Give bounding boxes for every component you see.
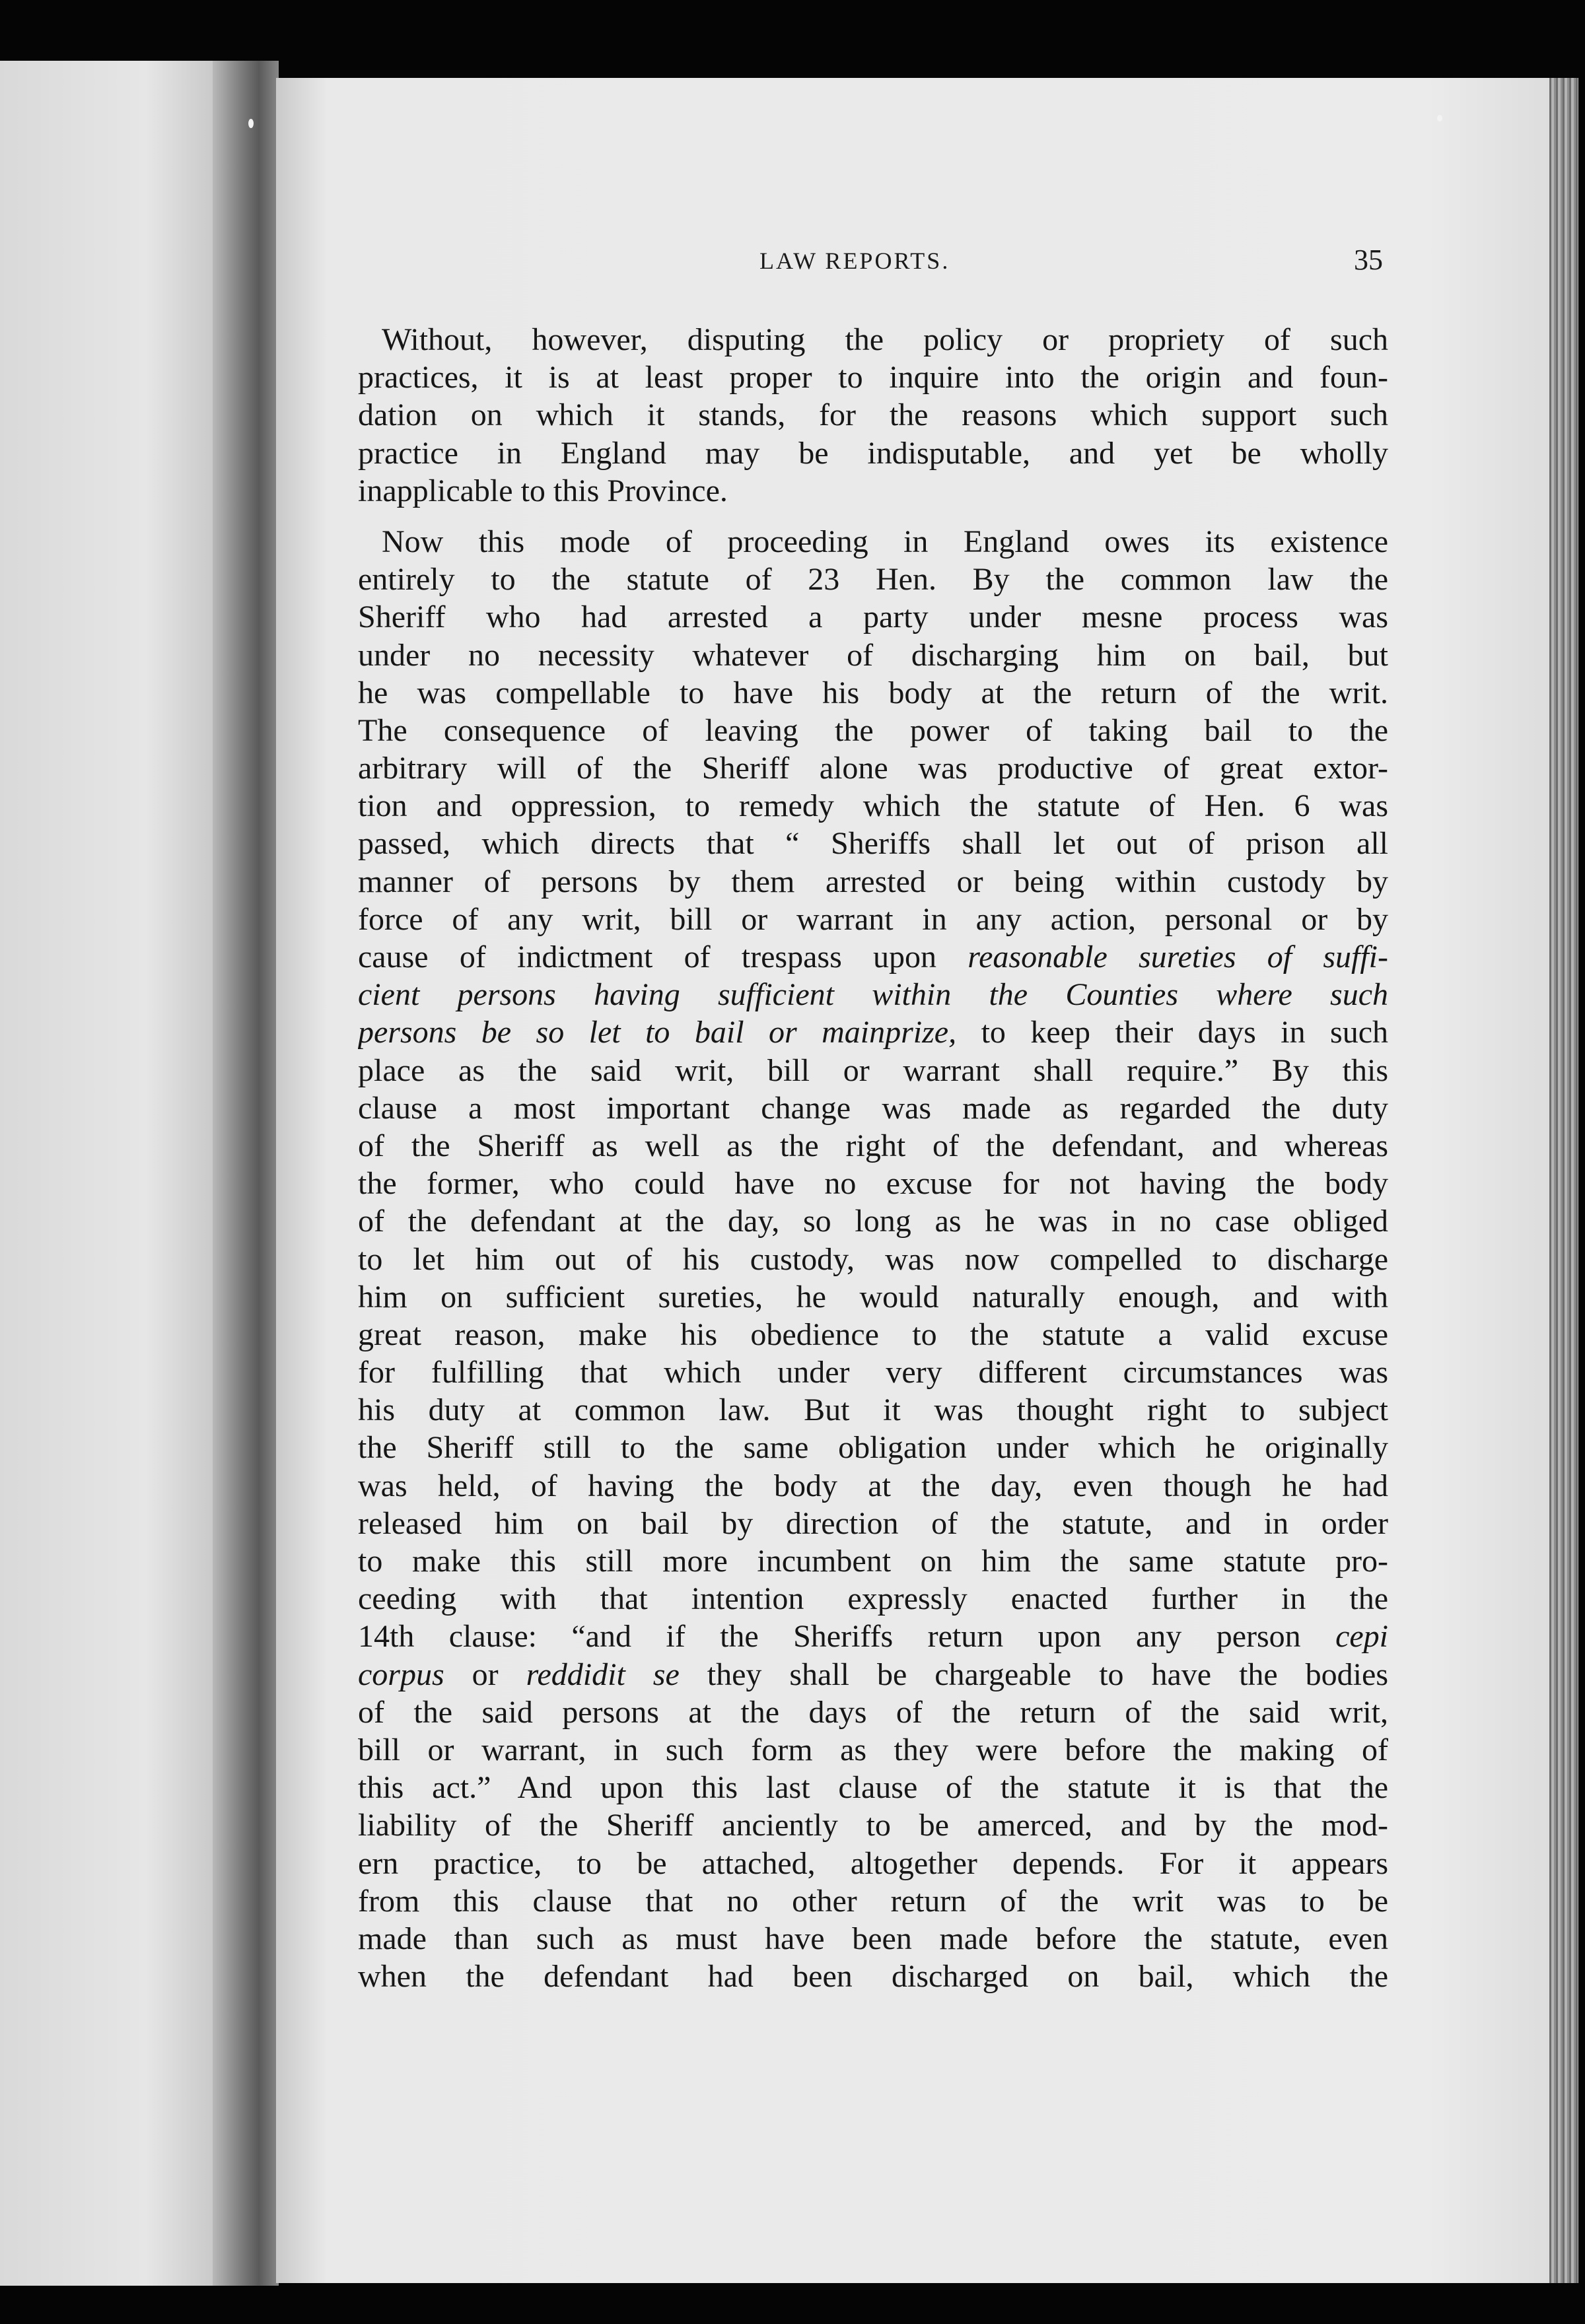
page-edges: [1549, 78, 1578, 2283]
text-line: Without, however, disputing the policy or propriety of such: [382, 322, 1388, 357]
page-number: 35: [1354, 244, 1383, 276]
italic-latin: corpus: [358, 1657, 444, 1692]
text-line: was held, of having the body at the day, even though he had: [358, 1468, 1388, 1503]
text-line: to let him out of his custody, was now compelled to discharge: [358, 1241, 1388, 1277]
text-line: of the defendant at the day, so long as he was in no case obliged: [358, 1204, 1388, 1239]
scan-speck: [1437, 115, 1442, 121]
text-line: the former, who could have no excuse for not having the body: [358, 1166, 1388, 1202]
text-line: made than such as must have been made before the statute, even: [358, 1921, 1388, 1956]
text-line: practices, it is at least proper to inquire into the origin and foun-: [358, 360, 1388, 395]
text-line: [358, 976, 1388, 1013]
text-line: arbitrary will of the Sheriff alone was productive of great extor-: [358, 751, 1388, 786]
text-line: from this clause that no other return of the writ was to be: [358, 1883, 1388, 1919]
text-line: under no necessity whatever of discharging him on bail, but: [358, 637, 1388, 673]
text-line: for fulfilling that which under very different circumstances was: [358, 1355, 1388, 1390]
text-line: place as the said writ, bill or warrant shall require.” By this: [358, 1052, 1388, 1088]
text-line: him on sufficient sureties, he would naturally enough, and with: [358, 1279, 1388, 1315]
text-line: ceeding with that intention expressly enacted further in the: [358, 1581, 1388, 1617]
text-line: to make this still more incumbent on him the same statute pro-: [358, 1544, 1388, 1579]
book-gutter: [213, 61, 279, 2286]
text-line: clause a most important change was made as regarded the duty: [358, 1090, 1388, 1126]
text-line: of the said persons at the days of the return of the said writ,: [358, 1694, 1388, 1730]
text-line: entirely to the statute of 23 Hen. By the common law the: [358, 562, 1388, 598]
italic-quote: reasonable sureties of suffi-: [968, 940, 1388, 974]
body-text: [358, 321, 1388, 1995]
text-line: [358, 1656, 1388, 1693]
text-line: Sheriff who had arrested a party under mesne process was: [358, 599, 1388, 635]
text-line: manner of persons by them arrested or being within custody by: [358, 864, 1388, 899]
line-segment: they shall be chargeable to have the bodies: [707, 1657, 1388, 1692]
line-segment: to keep their days in such: [981, 1015, 1388, 1050]
italic-quote: persons be so let to bail or mainprize,: [358, 1015, 957, 1050]
text-line: he was compellable to have his body at the return of the writ.: [358, 675, 1388, 710]
text-line: great reason, make his obedience to the statute a valid excuse: [358, 1316, 1388, 1352]
text-line: practice in England may be indisputable, and yet be wholly: [358, 435, 1388, 471]
text-line: ern practice, to be attached, altogether depends. For it appears: [358, 1845, 1388, 1881]
scan-speck: [248, 119, 254, 128]
text-line: force of any writ, bill or warrant in any action, personal or by: [358, 901, 1388, 937]
text-line: the Sheriff still to the same obligation under which he originally: [358, 1430, 1388, 1466]
text-line: when the defendant had been discharged on bail, which the: [358, 1959, 1388, 1995]
text-line: liability of the Sheriff anciently to be amerced, and by the mod-: [358, 1808, 1388, 1843]
text-line: dation on which it stands, for the reasons which support such: [358, 397, 1388, 433]
text-line: [358, 1013, 1388, 1051]
text-line: tion and oppression, to remedy which the statute of Hen. 6 was: [358, 788, 1388, 824]
italic-latin: reddidit se: [526, 1657, 680, 1692]
text-line: The consequence of leaving the power of taking bail to the: [358, 712, 1388, 748]
text-line: inapplicable to this Province.: [358, 473, 728, 508]
running-head: LAW REPORTS.: [759, 248, 950, 274]
italic-quote: cient persons having sufficient within the Counties where such: [358, 977, 1388, 1013]
text-line: this act.” And upon this last clause of the statute it is that the: [358, 1770, 1388, 1806]
left-page: [0, 61, 243, 2286]
text-line: released him on bail by direction of the statute, and in order: [358, 1505, 1388, 1541]
text-line: [358, 938, 1388, 976]
line-segment: 14th clause: “and if the Sheriffs return upon any person: [358, 1619, 1301, 1655]
text-line: of the Sheriff as well as the right of the defendant, and whereas: [358, 1128, 1388, 1163]
text-line: bill or warrant, in such form as they were before the making of: [358, 1732, 1388, 1767]
text-line: Now this mode of proceeding in England owes its existence: [382, 524, 1388, 559]
text-line: [358, 1618, 1388, 1655]
line-segment: or: [472, 1657, 499, 1692]
line-segment: cause of indictment of trespass upon: [358, 940, 936, 974]
text-line: passed, which directs that “ Sheriffs shall let out of prison all: [358, 826, 1388, 862]
text-line: his duty at common law. But it was thought right to subject: [358, 1392, 1388, 1428]
italic-latin: cepi: [1335, 1619, 1388, 1655]
paragraph-gap: [358, 510, 1388, 523]
